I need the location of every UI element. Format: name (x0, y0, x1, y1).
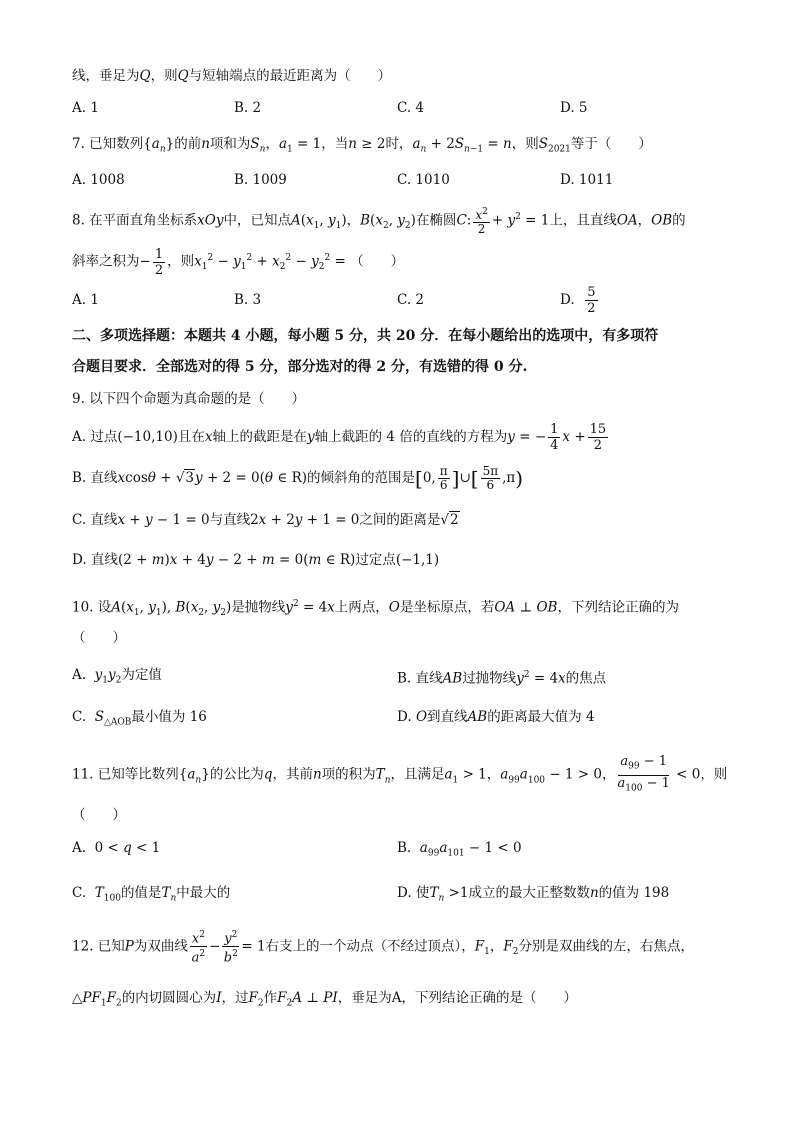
q12-text: 12. 已知 (72, 938, 125, 955)
q7-text: ，当 (321, 136, 349, 152)
q9-text: 的倾斜角的范围是 (307, 470, 416, 486)
q11-text: D. 使 (397, 885, 430, 901)
q11-option-c-text: 中最大的 (176, 885, 231, 901)
q9-text: 之间的距离是 (359, 512, 441, 528)
q11-text: ，且满足 (390, 766, 445, 783)
q6-text: ，则 (150, 68, 178, 84)
q10-option-a[interactable]: A. $y_1y_2$为定值 (72, 667, 162, 686)
q9-text: A. 过点 (72, 429, 118, 445)
section2-line1: 二、多项选择题：本题共 4 小题，每小题 5 分，共 20 分．在每小题给出的选项中，有多项符 (72, 328, 659, 344)
q6-text: 与短轴端点的最近距离为（ ） (188, 68, 392, 84)
q12-text: ，下列结论正确的是（ ） (401, 990, 577, 1006)
q6-option-d[interactable]: D. 5 (560, 100, 588, 116)
q11-text: 11. 已知等比数列 (72, 766, 179, 783)
q11-paren: （ ） (72, 807, 126, 823)
q10-text: D. (397, 709, 412, 725)
q9-text: 过定点 (355, 552, 396, 568)
q8-text: （ ） (350, 253, 405, 270)
q12-text: 的内切圆圆心为 (121, 990, 217, 1006)
q7-text: 等于（ ） (570, 136, 652, 152)
q8-option-c[interactable]: C. 2 (397, 292, 425, 308)
q8-option-a[interactable]: A. 1 (72, 292, 99, 308)
q9-stem: 9. 以下四个命题为真命题的是（ ） (72, 391, 306, 407)
q8-stem-line1: 8. 在平面直角坐标系xOy中，已知点$A(x_1$, $y_1$)，$B(x_2$, $y_2$)在椭圆C: $\frac{x^2}{2}$ + $y^2 = 1$上，且直线OA，OB的 (72, 207, 686, 236)
q8-text: 的 (672, 212, 686, 229)
q8-text: 中，已知点 (223, 212, 291, 229)
q7-option-d[interactable]: D. 1011 (560, 172, 614, 188)
q10-text: 是抛物线 (231, 599, 286, 616)
q10-text: 的焦点 (565, 670, 607, 687)
q8-option-d-label: D. (560, 292, 575, 308)
q9-option-d[interactable]: D. 直线(2 + m)x + 4y − 2 + m = 0(m ∈ R)过定点(−1,1) (72, 552, 440, 568)
q9-text: B. 直线 (72, 470, 118, 486)
q7-text: ，则 (511, 136, 539, 152)
q9-text: 且在 (177, 429, 205, 445)
q10-text: 上两点， (334, 599, 389, 616)
q11-option-b[interactable]: B. $a_{99}a_{101} - 1 < 0$ (397, 840, 522, 859)
q10-paren: （ ） (72, 630, 126, 646)
q6-text: 线，垂足为 (72, 68, 140, 84)
q10-text: 是坐标原点，若 (399, 599, 495, 616)
q10-text: B. 直线 (397, 670, 443, 687)
q6-stem-line: 线，垂足为Q，则Q与短轴端点的最近距离为（ ） (72, 68, 392, 84)
q12-text: 分别是双曲线的左，右焦点， (518, 938, 695, 955)
q11-text: 的公比为 (209, 766, 264, 783)
q10-text: 到直线 (427, 709, 468, 725)
q10-option-c[interactable]: C. $S_{\triangle AOB}$最小值为 16 (72, 709, 207, 728)
q7-stem: 7. 已知数列$\{a_n\}$的前n项和为$S_n$，$a_1 = 1$，当n ≥ 2时，$a_n + 2S_{n-1} = n$，则$S_{2021}$等于（ ） (72, 136, 652, 155)
q6-option-a[interactable]: A. 1 (72, 100, 99, 116)
q8-option-b[interactable]: B. 3 (234, 292, 262, 308)
q8-text: 8. 在平面直角坐标系 (72, 212, 198, 229)
q11-text: 的值为 198 (598, 885, 670, 901)
q9-text: 与直线 (209, 512, 251, 528)
q8-text: ，则 (167, 253, 195, 270)
q7-text: 的前 (174, 136, 202, 152)
q12-text: 右支上的一个动点（不经过顶点）， (265, 938, 475, 955)
q8-stem-line2: 斜率之积为− $\frac{1}{2}$ ，则$x_1^2 - y_1^2 + x_2^2 - y_2^2$ = （ ） (72, 246, 405, 278)
q10-option-c-text: 最小值为 16 (131, 709, 207, 725)
q7-option-c[interactable]: C. 1010 (397, 172, 450, 188)
q7-option-b[interactable]: B. 1009 (234, 172, 287, 188)
q8-text: 在椭圆 (415, 212, 457, 229)
q8-option-d[interactable] (560, 282, 600, 318)
q7-text: 时， (385, 136, 413, 152)
q11-text: ，则 (700, 766, 728, 783)
q11-text: 成立的最大正整数数 (468, 885, 590, 901)
q11-option-c-text: 的值是 (120, 885, 162, 901)
q10-text: 10. 设 (72, 599, 112, 616)
q12-text: 为双曲线 (133, 938, 188, 955)
q12-text: ，垂足为 (337, 990, 392, 1006)
q10-option-d[interactable]: D. O到直线AB的距离最大值为 4 (397, 709, 595, 725)
q7-text: 7. 已知数列 (72, 136, 144, 152)
q6-option-c[interactable]: C. 4 (397, 100, 425, 116)
q8-text: 斜率之积为 (72, 253, 140, 270)
q12-stem-line1: 12. 已知P为双曲线 $\frac{x^2}{a^2}$ − $\frac{y^2}{b^2}$ = 1右支上的一个动点（不经过顶点），$F_1$，$F_2$分别是双曲线的左，右焦点， (72, 930, 695, 966)
q6-option-b[interactable]: B. 2 (234, 100, 262, 116)
q9-text: C. 直线 (72, 512, 118, 528)
q10-option-a-text: 为定值 (121, 667, 162, 683)
q9-text: D. 直线 (72, 552, 118, 568)
q12-text: A (391, 990, 402, 1006)
q9-text: 轴上的截距是在 (212, 429, 307, 445)
q12-text: 作 (263, 990, 278, 1006)
q11-text: ，其前 (272, 766, 313, 783)
q10-text: 的距离最大值为 4 (487, 709, 595, 725)
q11-option-a[interactable]: A. 0 < q < 1 (72, 840, 161, 856)
q9-option-a[interactable]: A. 过点(−10,10)且在x轴上的截距是在y轴上截距的 4 倍的直线的方程为y = − $\frac{1}{4}$ x + $\frac{15}{2}$ (72, 422, 607, 453)
q11-stem: 11. 已知等比数列$\{a_n\}$的公比为q，其前n项的积为$T_n$，且满足$a_1 > 1$，$a_{99}a_{100} - 1 > 0$， $\frac{a_{99} - 1}{a_{100} - 1}$ < 0，则 (72, 754, 728, 794)
q9-text: 轴上截距的 4 倍的直线的方程为 (314, 429, 508, 445)
q8-option-d-fraction: $\frac{5}{2}$ (587, 285, 596, 316)
q9-option-b[interactable]: B. 直线xcosθ + √3y + 2 = 0(θ ∈ R)的倾斜角的范围是[0, $\frac{\pi}{6}$ ]∪[ $\frac{5\pi}{6}$ ,π) (72, 464, 524, 492)
q10-text: 过抛物线 (462, 670, 517, 687)
q9-option-c[interactable]: C. 直线x + y − 1 = 0与直线2x + 2y + 1 = 0之间的距离是√2 (72, 512, 459, 528)
q10-option-b[interactable]: B. 直线AB过抛物线$y^2 = 4x$的焦点 (397, 670, 607, 687)
q10-text: ，下列结论正确的为 (557, 599, 679, 616)
q10-stem: 10. 设$A(x_1$, $y_1$), $B(x_2$, $y_2$)是抛物线$y^2 = 4x$上两点，O是坐标原点，若OA ⊥ OB，下列结论正确的为 (72, 599, 679, 619)
q11-option-d[interactable]: D. 使$T_n >1$成立的最大正整数数n的值为 198 (397, 885, 670, 904)
section2-line2: 合题目要求．全部选对的得 5 分，部分选对的得 2 分，有选错的得 0 分. (72, 359, 528, 375)
q11-text: 项的积为 (321, 766, 376, 783)
q7-option-a[interactable]: A. 1008 (72, 172, 125, 188)
q8-text: 上，且直线 (549, 212, 617, 229)
q12-text: ，过 (221, 990, 249, 1006)
q12-stem-line2: $\triangle PF_1F_2$的内切圆圆心为I，过$F_2$作$F_2A$ ⊥ PI，垂足为A，下列结论正确的是（ ） (72, 990, 577, 1009)
q11-option-c[interactable]: C. $T_{100}$的值是$T_n$中最大的 (72, 885, 231, 904)
q7-text: 项和为 (209, 136, 251, 152)
